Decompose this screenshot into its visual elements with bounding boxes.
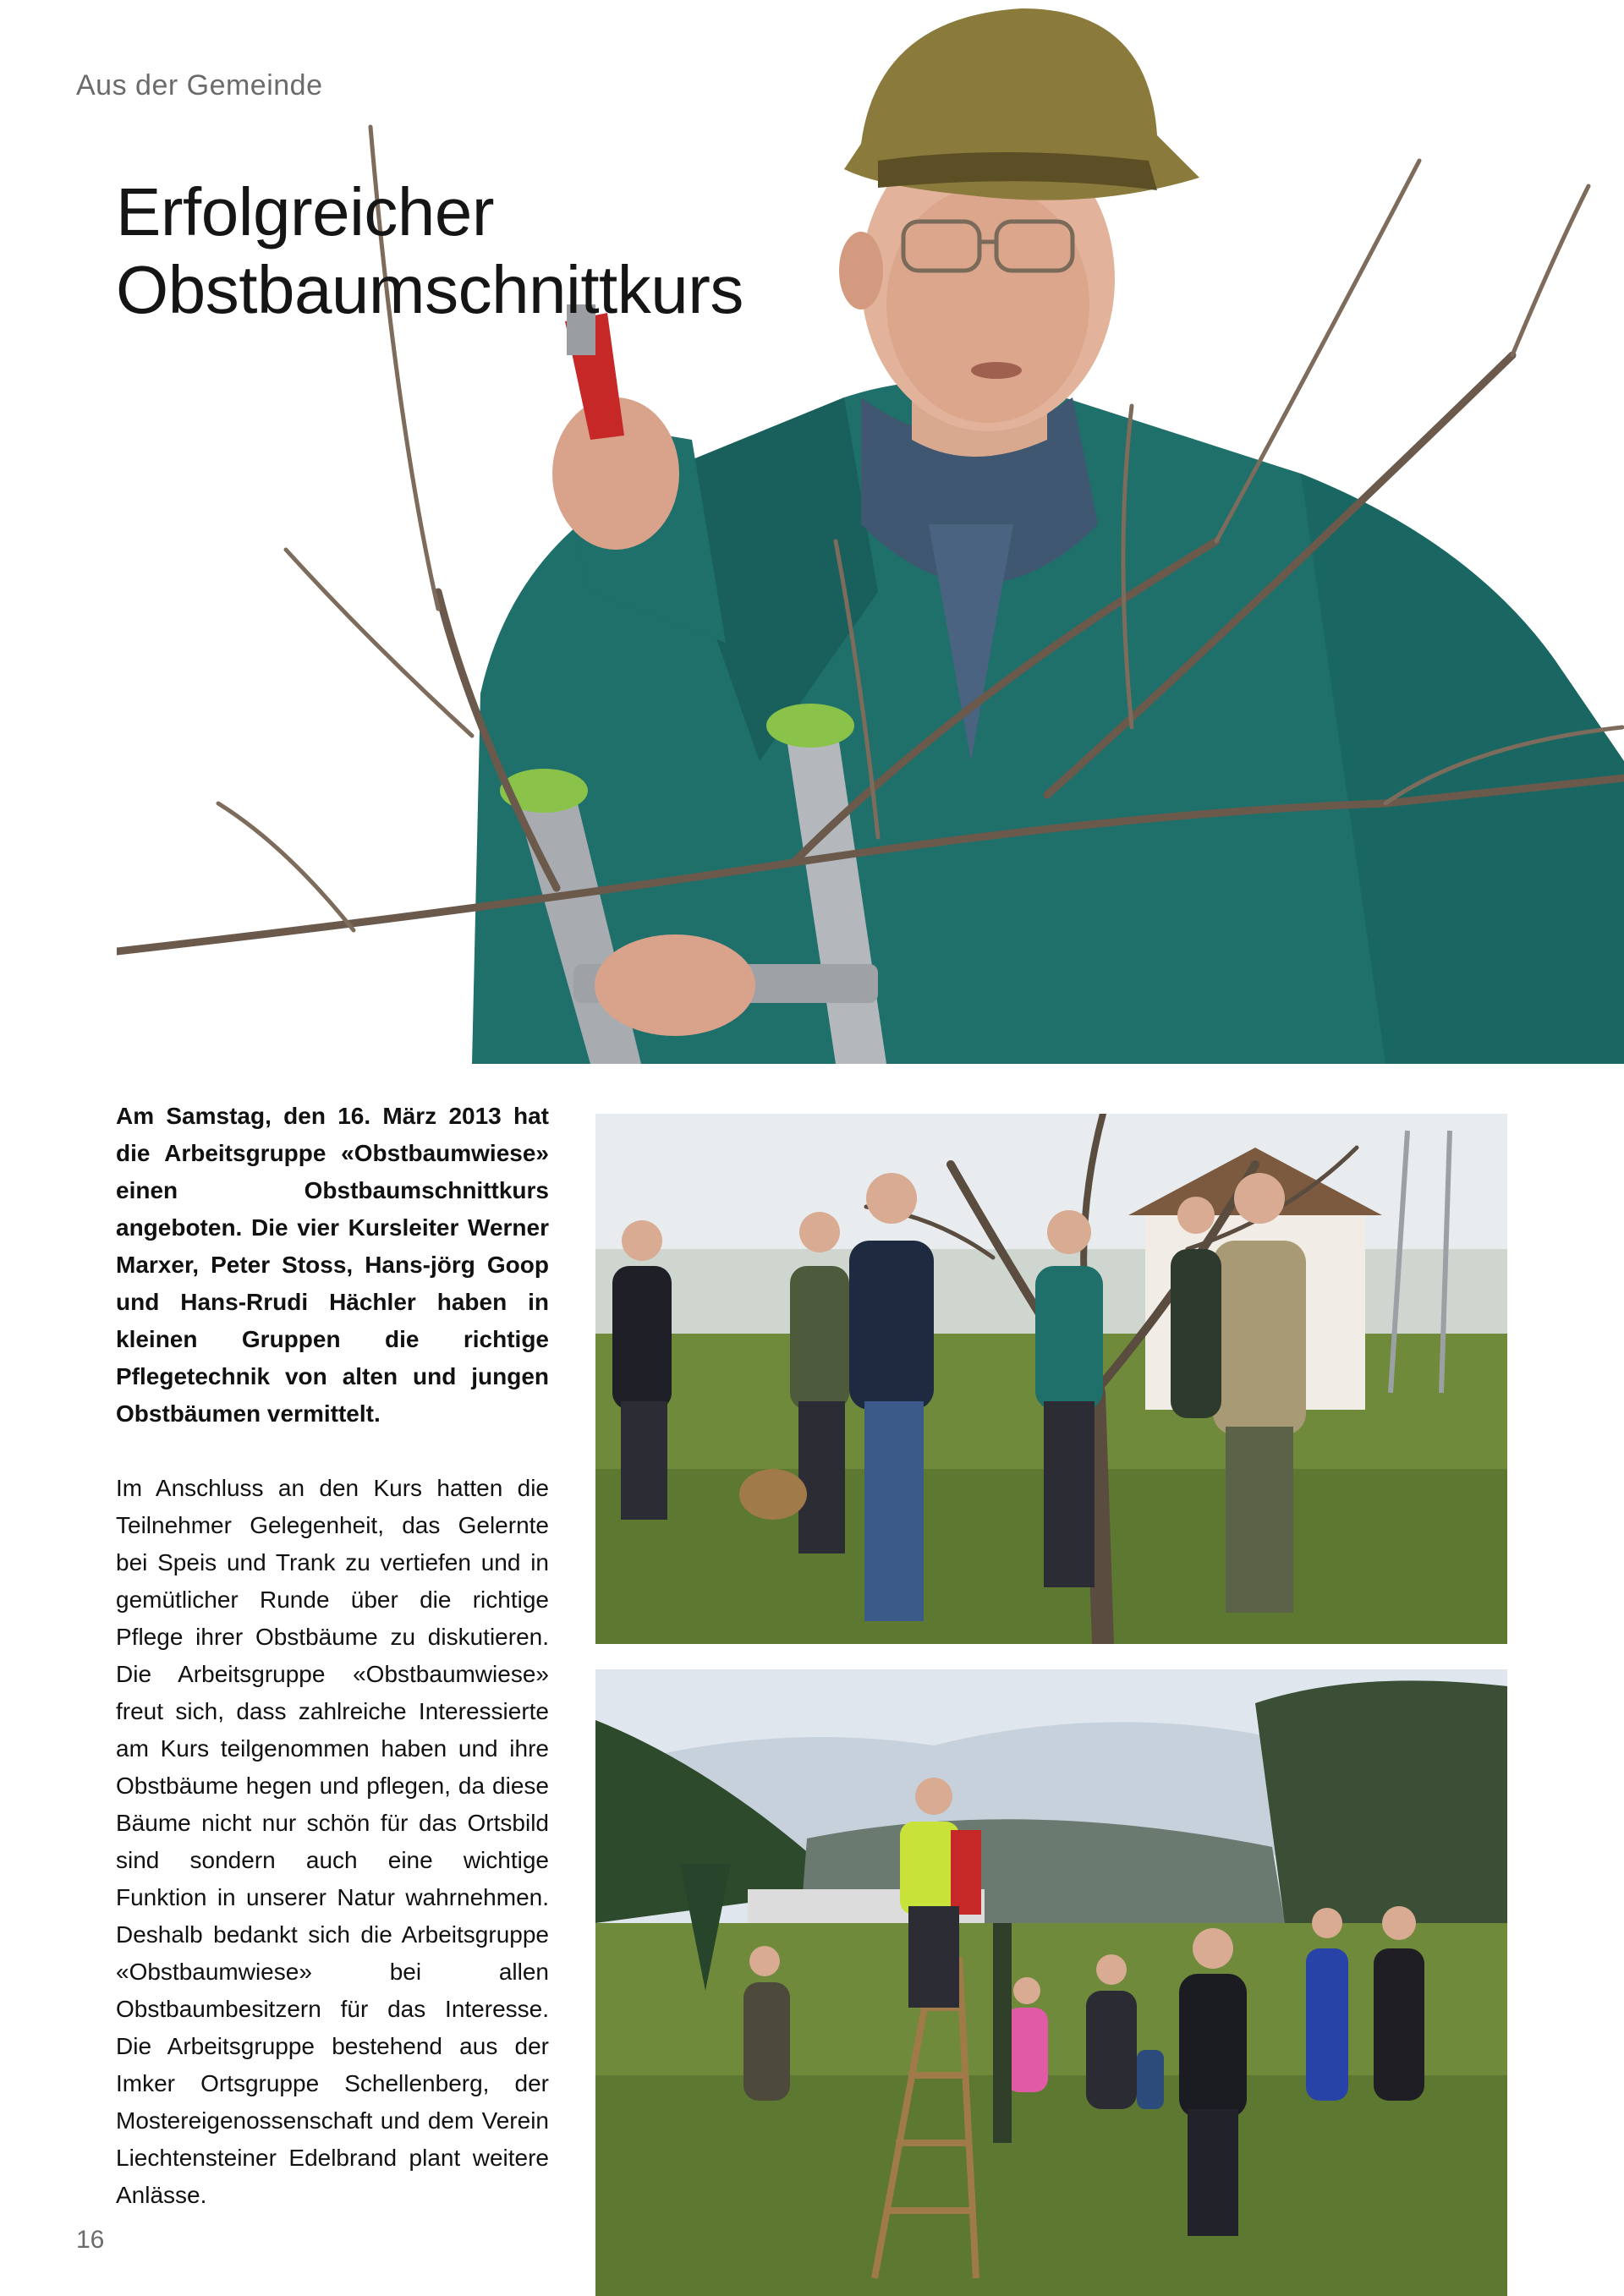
section-label: Aus der Gemeinde [76,69,323,101]
group-photo-tree [595,1114,1507,1644]
title-line-1: Erfolgreicher [116,174,495,249]
article-body: Im Anschluss an den Kurs hatten die Teilnehmer Gelegenheit, das Gelernte bei Speis und Trank zu vertiefen und in gemütlicher Runde über die richtige Pflege ihrer Obstbäume zu diskutieren. Die Arbeitsgruppe «Obstbaumwiese» freut sich, dass zahlreiche Interessierte am Kurs teilgenommen haben und ihre Obstbäume hegen und pflegen, da diese Bäume nicht nur schön für das Ortsbild sind sondern auch eine wichtige Funktion in unserer Natur wahrnehmen. Deshalb bedankt sich die Arbeitsgruppe «Obstbaumwiese» bei allen Obstbaumbesitzern für das Interesse. Die Arbeitsgruppe bestehend aus der Imker Ortsgruppe Schellenberg, der Mostereigenossenschaft und dem Verein Liechtensteiner Edelbrand plant weitere Anlässe. [116,1475,549,2208]
article-title [116,173,743,329]
article-lead: Am Samstag, den 16. März 2013 hat die Arbeitsgruppe «Obstbaumwiese» einen Obstbaumschnittkurs angeboten. Die vier Kursleiter Werner Marxer, Peter Stoss, Hans-jörg Goop und Hans-Rrudi Hächler haben in kleinen Gruppen die richtige Pflegetechnik von alten und jungen Obstbäumen vermittelt. [116,1103,549,1427]
article-text [116,1098,549,2214]
group-photo-meadow [595,1669,1507,2296]
page-number: 16 [76,2226,105,2254]
title-line-2: Obstbaumschnittkurs [116,252,743,327]
hero-photo [117,0,1624,1064]
